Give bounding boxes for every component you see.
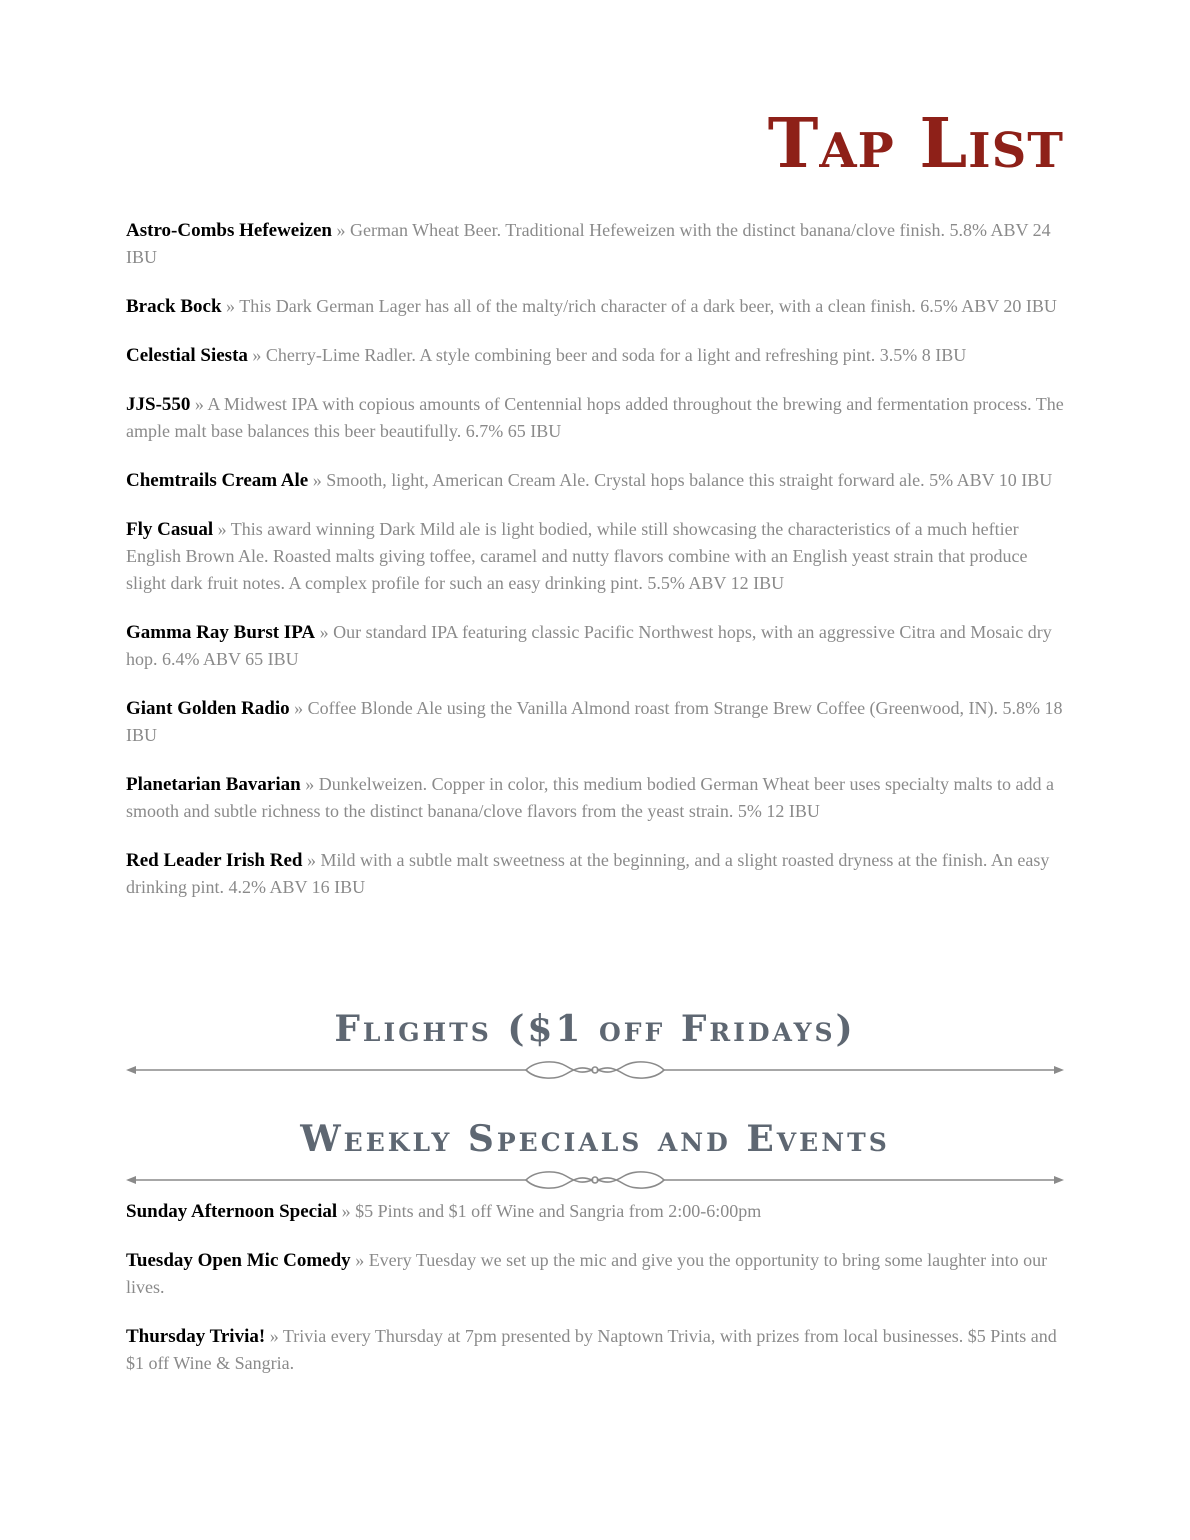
events-list (126, 1198, 1064, 1399)
beer-description: This Dark German Lager has all of the malty/rich character of a dark beer, with a clean finish. 6.5% ABV 20 IBU (239, 296, 1057, 316)
events-heading: Weekly Specials and Events (300, 1118, 890, 1160)
separator: » (194, 394, 204, 414)
separator: » (312, 470, 322, 490)
separator: » (252, 345, 262, 365)
separator: » (341, 1201, 351, 1221)
separator: » (319, 622, 329, 642)
beer-description: Cherry-Lime Radler. A style combining beer and soda for a light and refreshing pint. 3.5% 8 IBU (265, 345, 967, 365)
event-item (126, 1323, 1064, 1377)
separator: » (355, 1250, 365, 1270)
event-name: Sunday Afternoon Special (126, 1201, 338, 1222)
beer-description: German Wheat Beer. Traditional Hefeweizen with the distinct banana/clove finish. 5.8% ABV 24 IBU (126, 220, 1051, 267)
list-item (126, 467, 1064, 494)
event-name: Thursday Trivia! (126, 1326, 266, 1347)
beer-description: A Midwest IPA with copious amounts of Centennial hops added throughout the brewing and fermentation process. The ample malt base balances this beer beautifully. 6.7% 65 IBU (126, 394, 1064, 441)
event-name: Tuesday Open Mic Comedy (126, 1250, 351, 1271)
beer-name: JJS-550 (126, 394, 191, 415)
event-item (126, 1198, 1064, 1225)
list-item (126, 391, 1064, 445)
event-description: $5 Pints and $1 off Wine and Sangria from 2:00-6:00pm (355, 1201, 762, 1221)
list-item (126, 695, 1064, 749)
ornamental-divider (126, 1058, 1064, 1082)
beer-description: This award winning Dark Mild ale is light bodied, while still showcasing the characteristics of a much heftier English Brown Ale. Roasted malts giving toffee, caramel and nutty flavors combine with an English yeast strain that produce slight dark fruit notes. A complex profile for such an easy drinking pint. 5.5% ABV 12 IBU (126, 519, 1028, 593)
beer-name: Astro-Combs Hefeweizen (126, 220, 332, 241)
beer-name: Gamma Ray Burst IPA (126, 622, 316, 643)
list-item (126, 771, 1064, 825)
separator: » (305, 774, 315, 794)
beer-description: Our standard IPA featuring classic Pacific Northwest hops, with an aggressive Citra and Mosaic dry hop. 6.4% ABV 65 IBU (126, 622, 1052, 669)
list-item (126, 847, 1064, 901)
beer-description: Smooth, light, American Cream Ale. Crystal hops balance this straight forward ale. 5% ABV 10 IBU (326, 470, 1053, 490)
list-item (126, 342, 1064, 369)
list-item (126, 516, 1064, 597)
separator: » (306, 850, 316, 870)
event-description: Every Tuesday we set up the mic and give you the opportunity to bring some laughter into our lives. (126, 1250, 1048, 1297)
tap-list (126, 217, 1064, 923)
beer-name: Chemtrails Cream Ale (126, 470, 309, 491)
separator: » (217, 519, 227, 539)
page-title: Tap List (767, 104, 1064, 184)
beer-name: Giant Golden Radio (126, 698, 290, 719)
flights-heading: Flights ($1 off Fridays) (334, 1008, 856, 1050)
list-item (126, 293, 1064, 320)
separator: » (269, 1326, 279, 1346)
beer-name: Celestial Siesta (126, 345, 248, 366)
separator: » (336, 220, 346, 240)
event-item (126, 1247, 1064, 1301)
beer-name: Fly Casual (126, 519, 214, 540)
beer-name: Brack Bock (126, 296, 222, 317)
beer-description: Coffee Blonde Ale using the Vanilla Almond roast from Strange Brew Coffee (Greenwood, IN). 5.8% 18 IBU (126, 698, 1063, 745)
beer-name: Planetarian Bavarian (126, 774, 301, 795)
beer-description: Dunkelweizen. Copper in color, this medium bodied German Wheat beer uses specialty malts to add a smooth and subtle richness to the distinct banana/clove flavors from the yeast strain. 5% 12 IBU (126, 774, 1054, 821)
ornamental-divider (126, 1168, 1064, 1192)
list-item (126, 619, 1064, 673)
separator: » (226, 296, 236, 316)
beer-name: Red Leader Irish Red (126, 850, 303, 871)
list-item (126, 217, 1064, 271)
separator: » (294, 698, 304, 718)
beer-description: Mild with a subtle malt sweetness at the beginning, and a slight roasted dryness at the finish. An easy drinking pint. 4.2% ABV 16 IBU (126, 850, 1050, 897)
event-description: Trivia every Thursday at 7pm presented by Naptown Trivia, with prizes from local businesses. $5 Pints and $1 off Wine & Sangria. (126, 1326, 1057, 1373)
